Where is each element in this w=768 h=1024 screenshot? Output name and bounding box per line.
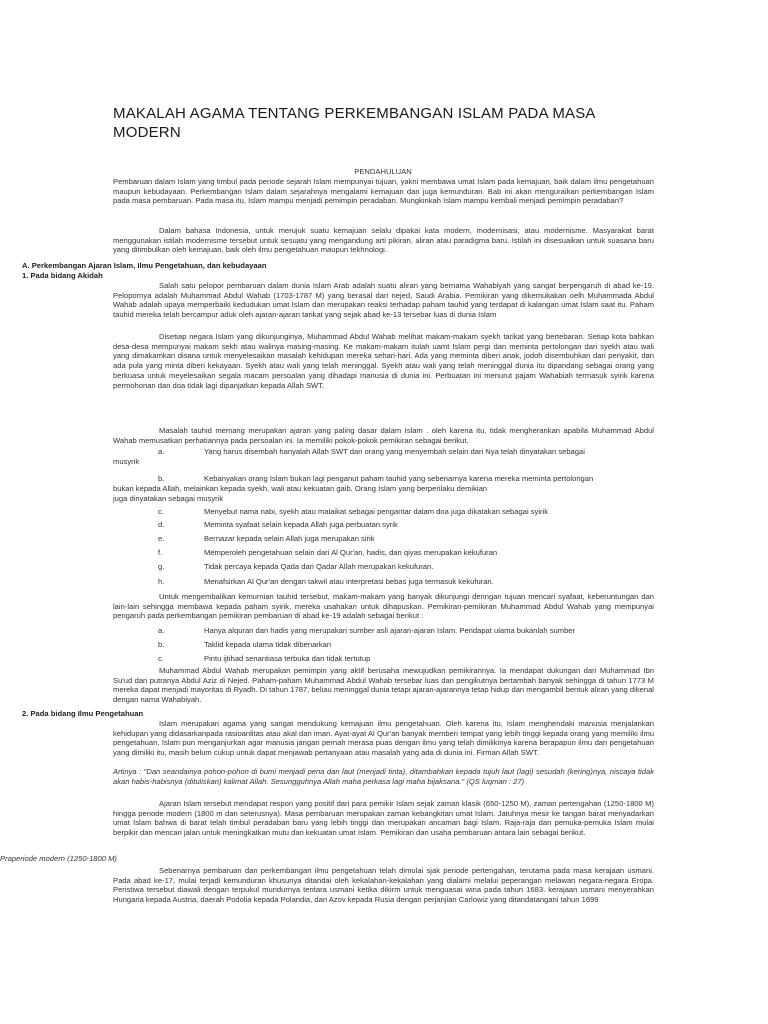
paragraph-intro: Pembaruan dalam Islam yang timbul pada periode sejarah Islam mempunyai tujuan, yakni membawa umat Islam pada kemajuan, baik dalam ilmu pengetahuan maupun kebudayaan. Perkembangan Islam dalam sejarahnya mengalami kemajuan dan juga kemunduran. Bab ini akan menguraikan perkembangan Islam pada masa pembaruan. Pada masa itu, Islam mampu menjadi pemimpin peradaban. Mungkinkah Islam mampu kembali menjadi pemimpin peradaban? [113, 177, 654, 206]
list-text: Taklid kepada ulama tidak dibenarkan [204, 640, 332, 649]
paragraph-wahabiyah: Salah satu pelopor pembaruan dalam dunia Islam Arab adalah suatu aliran yang bernama Wahabiyah yang sangat berpengaruh di abad ke-19. Pelopornya adalah Muhammad Abdul Wahab (1703-1787 M) yang berasal dari nejed, Saudi Arabia. Pemikiran yang dikemukakan oelh Muhammada Abdul Wahab adalah upaya memperbaiki kedudukan umat Islam dan merupakan reaksi terhadap paham tauhid yang terdapat di kalangan umat Islam saat itu. Paham tauhid mereka telah bercampur aduk oleh ajaran-ajaran tarikat yang sejak abad ke-13 tersebar luas di dunia Islam [113, 281, 654, 320]
side-label-praperiode: Praperiode modern (1250-1800 M) [0, 854, 117, 863]
list-text: Meminta syafaat selain kepada Allah juga perbuatan syrik [204, 520, 398, 529]
document-title: MAKALAH AGAMA TENTANG PERKEMBANGAN ISLAM PADA MASA MODERN [113, 105, 595, 141]
section-heading-akidah: 1. Pada bidang Akidah [22, 271, 103, 280]
list-marker: b. [158, 640, 165, 649]
heading-pendahuluan: PENDAHULUAN [354, 167, 412, 176]
list-item [158, 562, 658, 572]
list-text: Menyebut nama nabi, syekh atau malaikat sebagai pengantar dalam doa juga dikatakan sebagai syirik [204, 507, 549, 516]
list-text: Yang harus disembah hanyalah Allah SWT dan orang yang menyembah selain dari Nya telah dinyatakan sebagai [204, 447, 585, 456]
list-marker: f. [158, 548, 163, 557]
paragraph-tauhid: Masalah tauhid memang merupakan ajaran yang paling dasar dalam Islam . oleh karena itu, tidak mengherankan apabila Muhammad Abdul Wahab memusatkan perhatiannya pada persoalan ini. Ia memiliki pokok-pokok pemikiran sebagai berikut. [113, 426, 654, 445]
section-heading-a: A. Perkembangan Ajaran Islam, Ilmu Pengetahuan, dan kebudayaan [22, 261, 267, 270]
list-marker: d. [158, 520, 165, 529]
list-text-continued: musyrik [113, 457, 140, 466]
list-marker: h. [158, 577, 165, 586]
list-marker: c. [158, 507, 164, 516]
list-marker: e. [158, 534, 165, 543]
list-item [158, 577, 658, 587]
list-text: Memperoleh pengetahuan selain dari Al Qur'an, hadis, dan qiyas merupakan kekufuran [204, 548, 498, 557]
list-text: Tidak percaya kepada Qada dan Qadar Allah merupakan kekufuran. [204, 562, 434, 571]
list-item [158, 640, 658, 650]
list-marker: c. [158, 654, 164, 663]
list-item [158, 474, 658, 484]
list-text: Bernazar kepada selain Allah juga merupakan sirik [204, 534, 375, 543]
list-item [158, 626, 658, 636]
paragraph-artinya: Artinya : "Dan seandainya pohon-pohon di bumi menjadi pena dan laut (menjadi tinta), ditambahkan kepada tujuh laut (lagi) sesudah (kering)nya, niscaya tidak akan habis-habisnya (dituliskan) kalimat Allah. Sesungguhnya Allah maha perkasa lagi maha bijaksana." (QS luqman : 27) [113, 767, 654, 786]
paragraph-ilmu: Islam merupakan agama yang sangat mendukung kemajuan ilmu pengetahuan. Oleh karena itu, Islam menghendaki manusia menjalankan kehidupan yang didasarkanpada rasioanlitas atau akal dan iman. Ayat-ayat Al Qur'an banyak memberi tempat yang lebih tinggi kepada orang yang memiliki ilmu pengetahuan, Islam pun menganjurkan agar manusia jangan pernah merasa puas dengan ilmu yang telah dimilikinya karena berapapun ilmu dan pengetahuan yang dimiliki itu, masih belum cukup untuk dapat menjawab pertanyaan atau masalah yang ada di dunia ini. Firman Allah SWT. [113, 719, 654, 758]
paragraph-usmani: Sebenarnya pembaruan dan perkembangan ilmu pengetahuan telah dimulai sjak periode pertengahan, terutama pada masa kerajaan usmani. Pada abad ke-17, mulai terjadi kemunduran khusunya ditandai oleh kekalahan-kekalahan yang dialami melalui peperangan melawan negara-negara Eropa. Peristiwa tersebut diawali dengan terpukul mundurnya tentara usmani ketika dikirm untuk menguasai wina pada tahun 1683. kerajaan usmani menyerahkan Hungaria kepada Austria, daerah Podolia kepada Polandia, dan Azov kepada Rusia dengan perjanjian Carlowiz yang ditandatangani tahun 1699 [113, 866, 654, 905]
list-text: Kebanyakan orang Islam bukan lagi penganut paham tauhid yang sebenarnya karena mereka meminta pertolongan [204, 474, 594, 483]
section-heading-ilmu: 2. Pada bidang Ilmu Pengetahuan [22, 709, 144, 718]
list-item [158, 654, 658, 664]
list-marker: a. [158, 626, 165, 635]
list-marker: b. [158, 474, 165, 483]
list-text: Pintu ijtihad senantiasa terbuka dan tidak tertutup [204, 654, 371, 663]
list-text-continued: bukan kepada Allah, melainkan kepada syekh, wali atau kekuatan gaib. Orang Islam yang berperilaku demikian juga dinyatakan sebagai musyrik [113, 484, 488, 503]
list-marker: a. [158, 447, 165, 456]
paragraph-modern-definition: Dalam bahasa Indonesia, untuk merujuk suatu kemajuan selalu dipakai kata modern, modernisasi, atau modernisme. Masyarakat barat menggunakan istilah modernisme tersebut untuk sesuatu yang mengandung arti pikiran, aliran atau paradigma baru. Istilah ini disesuaikan untuk suasana baru yang ditimbulkan oleh kemajuan, baik oleh ilmu pengetahuan maupun tekhnologi. [113, 226, 654, 255]
list-marker: g. [158, 562, 165, 571]
list-text: Menafsirkan Al Qur'an dengan takwil atau interpretasi bebas juga termasuk kekufuran. [204, 577, 494, 586]
list-item [158, 507, 658, 517]
paragraph-kemurnian: Untuk mengembalikan kemurnian tauhid tersebut, makam-makam yang banyak dikunjungi denngan tujuan mencari syafaat, keberuntungan dan lain-lain sehingga membawa kepada paham syirik, mereka usahakan untuk dihapuskan. Pemikiran-pemikiran Muhammad Abdul Wahab yang mempunyai pengaruh pada perkembangan pemikiran pembaruan di abad ke-19 adalah sebagai berikut : [113, 592, 654, 621]
paragraph-makam: Disetiap negara Islam yang dikunjunginya, Muhammad Abdul Wahab melihat makam-makam syekh tarikat yang bertebaran. Setiap kota bahkan desa-desa mempunyai makam sekh atau walinya masing-masing. Ke makam-makam itulah uamt Islam pergi dan meminta pertolongan dari syekh atau wali yang dimakamkan disana untuk menyelesaikan masalah kehidupan mereka sehari-hari. Ada yang meminta diberi anak, jodoh disembuhkan dari penyakit, dan ada pula yang minta diberi kekayaan. Syekh atau wali yang telah meninggal. Syekh atau wali yang telah meninggal dunia itu dipandang sebagai orang yang berkuasa untuk meyelesaikan segala macam persoalan yang dihadapi manusia di dunia ini. Perbuatan ini menurut pajam Wahabiah termasuk syirik karena permohonan dan doa tidak lagi dipanjatkan kepada Allah SWT. [113, 332, 654, 390]
paragraph-ajaran-islam: Ajaran Islam tersebut mendapat respon yang positif dari para pemikir Islam sejak zaman klasik (650-1250 M), zaman pertengahan (1250-1800 M) hingga periode modern (1800 m dan seterusnya). Masa pembaruan merupakan zaman kebangkitan umat Islam. Jatuhnya mesir ke tangan barat menyadarkan umat Islam bahwa di barat telah timbul peradaban baru yang lebih tinggi dan merupakan ancaman bagi Islam. Raja-raja dan pemuka-pemuka Islam mulai berpikir dan mencari jalan untuk meningkatkan mutu dan kekuatan umat Islam. Pemikiran dan usaha pembaruan antara lain sebagai berikut. [113, 799, 654, 838]
list-text: Hanya alquran dan hadis yang merupakan sumber asli ajaran-ajaran Islam. Pendapat ulama bukanlah sumber [204, 626, 576, 635]
paragraph-dukungan: Muhammad Abdul Wahab merupakan pemimpin yang aktif berusaha mewujudkan pemikirannya. Ia mendapat dukungan dari Muhammad Ibn Su'ud dan putranya Abdul Aziz di Nejed. Paham-paham Muhammad Abdul Wahab tersebar luas dan pengikutnya bertambah banyak sehingga di tahun 1773 M mereka dapat menjadi mayoritas di Ryadh. Di tahun 1787, beliau meninggal dunia tetapi ajaran-ajarannya tetap hidup dan mengambil bentuk aliran yang dikenal dengan nama Wahabiyah. [113, 666, 654, 705]
list-item [158, 534, 658, 544]
list-item [158, 520, 658, 530]
list-item [158, 548, 658, 558]
